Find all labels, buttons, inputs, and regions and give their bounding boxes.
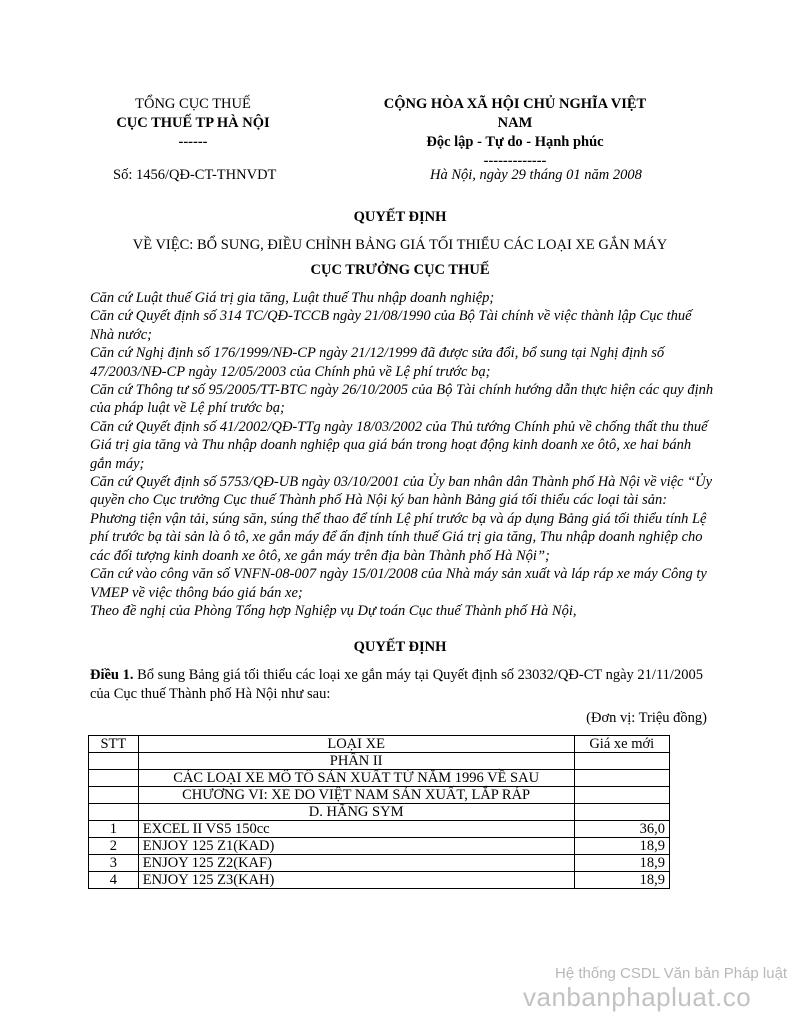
agency-parent: TỔNG CỤC THUẾ (135, 96, 251, 112)
table-header-row (89, 736, 670, 753)
row-price: 18,9 (574, 872, 669, 889)
signing-authority: CỤC TRƯỞNG CỤC THUẾ (310, 262, 490, 278)
row-stt: 3 (89, 855, 139, 872)
row-stt: 1 (89, 821, 139, 838)
row-vehicle-name: EXCEL II VS5 150cc (138, 821, 574, 838)
document-type-title: QUYẾT ĐỊNH (353, 209, 447, 225)
header-vehicle-type: LOẠI XE (138, 736, 574, 753)
table-section-row (89, 787, 670, 804)
row-stt: 4 (89, 872, 139, 889)
decision-heading: QUYẾT ĐỊNH (353, 639, 447, 655)
document-subject: VỀ VIỆC: BỔ SUNG, ĐIỀU CHỈNH BẢNG GIÁ TỐI THIỂU CÁC LOẠI XE GẮN MÁY (132, 237, 668, 253)
table-section-row (89, 770, 670, 787)
header-stt: STT (89, 736, 139, 753)
section-label: CÁC LOẠI XE MÔ TÔ SẢN XUẤT TỪ NĂM 1996 VỀ SAU (138, 770, 574, 787)
legal-basis-item: Căn cứ Luật thuế Giá trị gia tăng, Luật thuế Thu nhập doanh nghiệp; (90, 290, 495, 306)
watermark-site: vanbanphapluat.co (523, 982, 752, 1012)
table-section-row (89, 804, 670, 821)
row-price: 36,0 (574, 821, 669, 838)
legal-basis-item: Căn cứ Quyết định số 41/2002/QĐ-TTg ngày 18/03/2002 của Thủ tướng Chính phủ về chống thất thu thuế Giá trị gia tăng và Thu nhập doanh nghiệp qua giá bán trong hoạt động kinh doanh xe ôtô, xe hai bánh gắn máy; (90, 418, 708, 472)
section-label: PHẦN II (138, 753, 574, 770)
national-motto-block (340, 95, 690, 171)
table-row (89, 838, 670, 855)
issuing-agency-block (98, 95, 288, 152)
article-1-label: Điều 1. (90, 667, 134, 683)
legal-basis-item: Căn cứ Quyết định số 5753/QĐ-UB ngày 03/10/2001 của Ủy ban nhân dân Thành phố Hà Nội về việc “Ủy quyền cho Cục trưởng Cục thuế Thành phố Hà Nội ký ban hành Bảng giá tối thiểu các loại tài sản: Phương tiện vận tải, súng săn, súng thể thao để tính Lệ phí trước bạ và áp dụng Bảng giá tối thiểu tính Lệ phí trước bạ tài sản là ô tô, xe gắn máy để ấn định tính thuế Giá trị gia tăng, Thu nhập doanh nghiệp cho các đối tượng kinh doanh xe ôtô, xe gắn máy trên địa bàn Thành phố Hà Nội”; (90, 474, 713, 564)
watermark-caption: Hệ thống CSDL Văn bản Pháp luật (555, 965, 788, 982)
country-name-cont: NAM (497, 115, 533, 131)
table-row (89, 855, 670, 872)
document-date: Hà Nội, ngày 29 tháng 01 năm 2008 (430, 167, 642, 183)
header-new-price: Giá xe mới (574, 736, 669, 753)
legal-bases (90, 289, 715, 620)
row-price: 18,9 (574, 855, 669, 872)
legal-basis-item: Căn cứ Quyết định số 314 TC/QĐ-TCCB ngày 21/08/1990 của Bộ Tài chính về việc thành lập Cục thuế Nhà nước; (90, 308, 692, 343)
price-table (88, 735, 670, 889)
table-row (89, 821, 670, 838)
legal-basis-item: Căn cứ vào công văn số VNFN-08-007 ngày 15/01/2008 của Nhà máy sản xuất và láp ráp xe máy Công ty VMEP về việc thông báo giá bán xe; (90, 566, 707, 601)
section-label: D. HÃNG SYM (138, 804, 574, 821)
table-row (89, 872, 670, 889)
row-stt: 2 (89, 838, 139, 855)
row-vehicle-name: ENJOY 125 Z1(KAD) (138, 838, 574, 855)
table-section-row (89, 753, 670, 770)
legal-basis-item: Căn cứ Nghị định số 176/1999/NĐ-CP ngày 21/12/1999 đã được sửa đổi, bổ sung tại Nghị định số 47/2003/NĐ-CP ngày 12/05/2003 của Chính phủ về Lệ phí trước bạ; (90, 345, 665, 380)
row-price: 18,9 (574, 838, 669, 855)
country-name: CỘNG HÒA XÃ HỘI CHỦ NGHĨA VIỆT (383, 96, 647, 112)
legal-basis-item: Căn cứ Thông tư số 95/2005/TT-BTC ngày 26/10/2005 của Bộ Tài chính hướng dẫn thực hiện các quy định của pháp luật về Lệ phí trước bạ; (90, 382, 714, 417)
document-number: Số: 1456/QĐ-CT-THNVDT (113, 167, 277, 183)
article-1-text: Bổ sung Bảng giá tối thiểu các loại xe gắn máy tại Quyết định số 23032/QĐ-CT ngày 21/11/2005 của Cục thuế Thành phố Hà Nội như sau: (90, 667, 703, 702)
row-vehicle-name: ENJOY 125 Z3(KAH) (138, 872, 574, 889)
article-1 (90, 666, 715, 704)
agency-divider: ------ (178, 134, 208, 150)
unit-note: (Đơn vị: Triệu đồng) (586, 710, 707, 726)
motto: Độc lập - Tự do - Hạnh phúc (426, 134, 604, 150)
motto-divider: ------------- (483, 153, 547, 169)
row-vehicle-name: ENJOY 125 Z2(KAF) (138, 855, 574, 872)
legal-basis-item: Theo đề nghị của Phòng Tổng hợp Nghiệp vụ Dự toán Cục thuế Thành phố Hà Nội, (90, 602, 577, 619)
section-label: CHƯƠNG VI: XE DO VIỆT NAM SẢN XUẤT, LẮP RÁP (138, 787, 574, 804)
agency-name: CỤC THUẾ TP HÀ NỘI (116, 115, 270, 131)
